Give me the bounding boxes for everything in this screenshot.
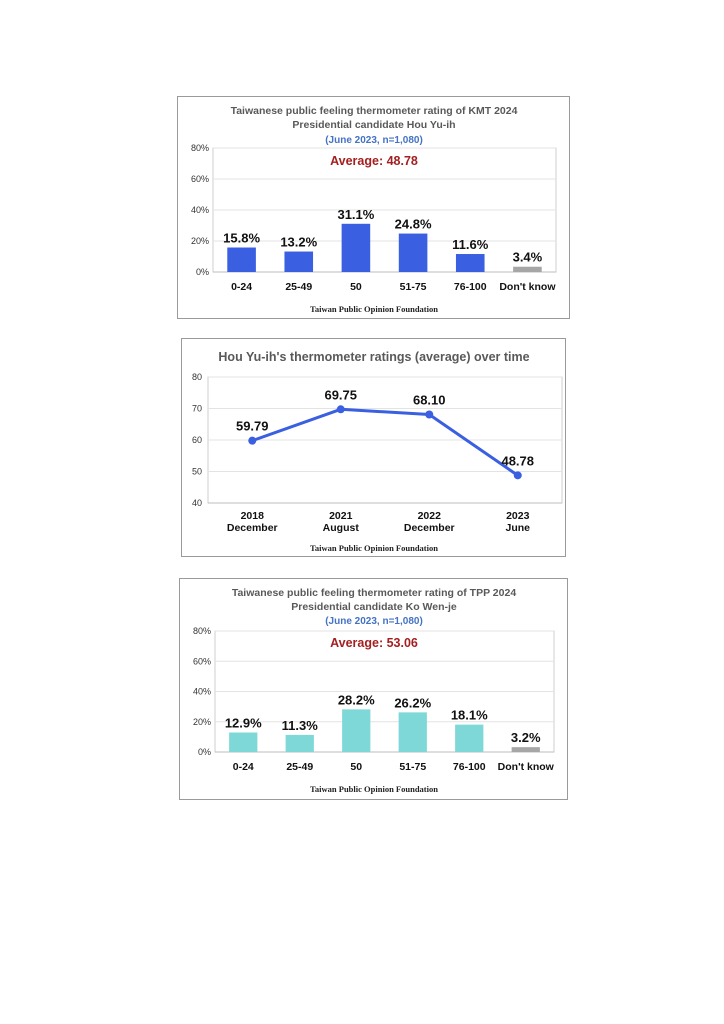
chart-title: Hou Yu-ih's thermometer ratings (average) over time <box>218 350 530 364</box>
x-category-label: 51-75 <box>399 761 427 773</box>
y-tick-label: 60 <box>191 435 202 445</box>
x-category-label: 50 <box>350 281 362 293</box>
x-category-label: 51-75 <box>399 281 427 293</box>
x-category-label: December <box>403 522 455 534</box>
bar <box>455 725 483 752</box>
average-annotation: Average: 48.78 <box>330 154 418 168</box>
bar-value-label: 26.2% <box>394 695 432 711</box>
x-category-label: June <box>505 522 531 534</box>
y-tick-label: 50 <box>191 466 202 477</box>
data-point <box>425 410 433 418</box>
y-tick-label: 0% <box>195 267 209 277</box>
y-tick-label: 20% <box>192 716 211 727</box>
x-category-label: 76-100 <box>453 281 487 293</box>
point-value-label: 48.78 <box>501 453 535 469</box>
x-category-label: 2021 <box>329 510 353 522</box>
y-tick-label: 40 <box>191 498 202 508</box>
bar-value-label: 15.8% <box>223 230 261 246</box>
point-value-label: 69.75 <box>324 387 358 403</box>
x-category-label: Don't know <box>499 281 556 293</box>
y-tick-label: 60% <box>192 656 211 667</box>
hou-trend-chart-panel <box>181 338 566 557</box>
bar <box>284 252 313 272</box>
y-tick-label: 0% <box>197 747 211 757</box>
bar <box>286 735 314 752</box>
y-tick-label: 80 <box>191 372 202 382</box>
x-category-label: 0-24 <box>232 761 254 773</box>
kmt-bar-chart <box>178 97 571 320</box>
bar-value-label: 24.8% <box>394 216 432 232</box>
average-annotation: Average: 53.06 <box>330 636 418 650</box>
bar <box>399 234 428 272</box>
bar-value-label: 12.9% <box>224 715 262 731</box>
y-tick-label: 60% <box>190 174 209 184</box>
bar-value-label: 13.2% <box>280 234 318 250</box>
hou-line-chart <box>182 339 567 558</box>
source-credit: Taiwan Public Opinion Foundation <box>310 304 438 314</box>
y-tick-label: 40% <box>190 205 209 215</box>
x-category-label: 76-100 <box>452 761 486 773</box>
bar <box>456 254 485 272</box>
y-tick-label: 20% <box>190 236 209 246</box>
chart-title-line-1: Taiwanese public feeling thermometer rating of KMT 2024 <box>230 105 518 117</box>
data-point <box>514 471 522 479</box>
point-value-label: 68.10 <box>412 392 446 408</box>
bar-value-label: 31.1% <box>337 206 375 222</box>
bar-value-label: 3.2% <box>510 730 541 746</box>
tpp-chart-panel <box>179 578 568 800</box>
bar <box>227 248 256 272</box>
bar <box>342 709 370 752</box>
x-category-label: 2023 <box>506 510 530 522</box>
chart-subtitle: (June 2023, n=1,080) <box>325 616 423 627</box>
bar-value-label: 18.1% <box>450 707 488 723</box>
bar-value-label: 11.6% <box>452 237 489 253</box>
series-line <box>252 409 518 475</box>
bar-value-label: 28.2% <box>337 692 375 708</box>
bar <box>399 712 427 752</box>
chart-subtitle: (June 2023, n=1,080) <box>325 135 423 146</box>
bar <box>229 732 257 752</box>
bar-value-label: 3.4% <box>512 249 543 265</box>
bar <box>513 267 542 272</box>
x-category-label: 25-49 <box>286 761 314 773</box>
source-credit: Taiwan Public Opinion Foundation <box>310 543 438 553</box>
y-tick-label: 80% <box>192 626 211 636</box>
bar <box>342 224 371 272</box>
data-point <box>248 437 256 445</box>
bar-value-label: 11.3% <box>281 717 318 733</box>
y-tick-label: 40% <box>192 686 211 697</box>
x-category-label: 25-49 <box>285 281 313 293</box>
x-category-label: 50 <box>350 761 363 773</box>
chart-title-line-1: Taiwanese public feeling thermometer rating of TPP 2024 <box>231 587 517 599</box>
y-tick-label: 80% <box>190 143 209 153</box>
source-credit: Taiwan Public Opinion Foundation <box>310 784 438 794</box>
chart-title-line-2: Presidential candidate Hou Yu-ih <box>292 119 456 131</box>
data-point <box>337 405 345 413</box>
x-category-label: Don't know <box>497 761 554 773</box>
point-value-label: 59.79 <box>235 418 269 434</box>
x-category-label: 2022 <box>417 510 441 522</box>
kmt-chart-panel <box>177 96 570 319</box>
bar <box>512 747 540 752</box>
y-tick-label: 70 <box>191 403 202 414</box>
x-category-label: 0-24 <box>231 281 253 293</box>
chart-title-line-2: Presidential candidate Ko Wen-je <box>291 601 457 613</box>
tpp-bar-chart <box>180 579 569 801</box>
x-category-label: December <box>226 522 278 534</box>
x-category-label: 2018 <box>240 510 264 522</box>
x-category-label: August <box>322 522 359 534</box>
